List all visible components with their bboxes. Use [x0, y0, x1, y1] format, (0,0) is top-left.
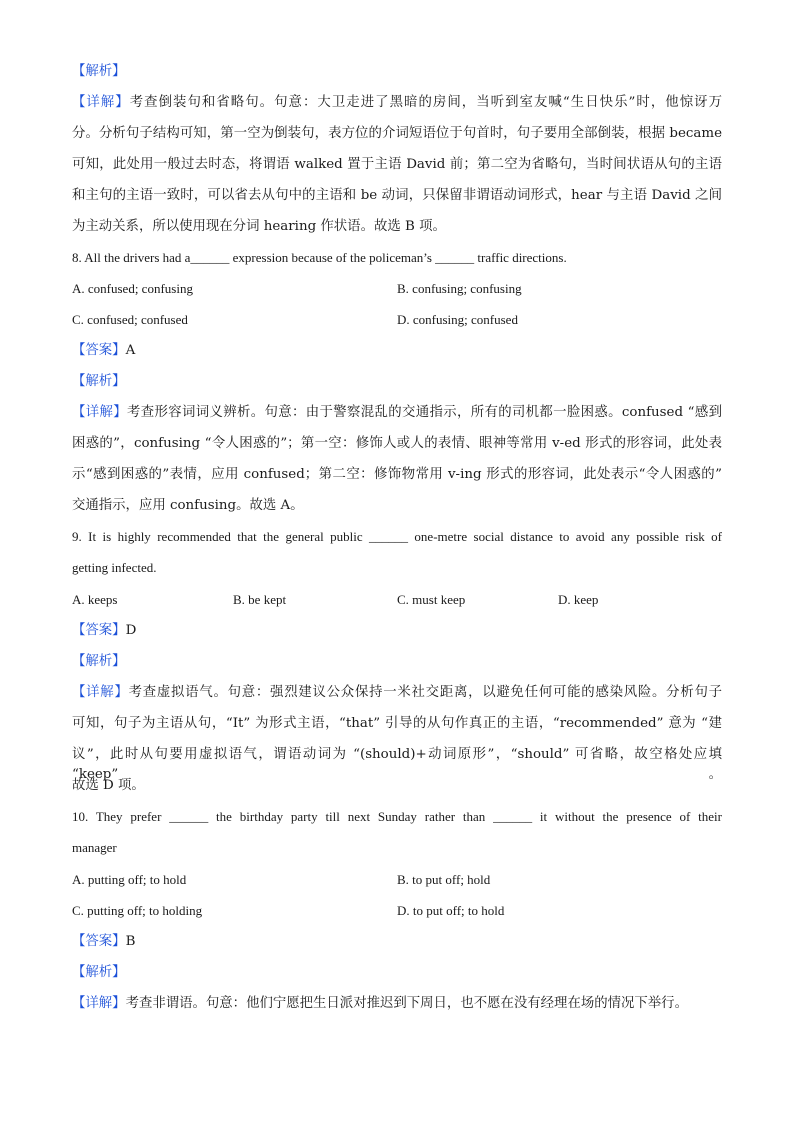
text-line: 可知，此处用一般过去时态，将谓语 walked 置于主语 David 前；第二空为省略句，当时间状语从句的主语	[72, 157, 722, 172]
section-label: 【解析】	[72, 64, 126, 79]
bracket-label: 【详解】	[72, 685, 129, 700]
q8-option-d: D. confusing; confused	[397, 312, 518, 327]
text-line: 议”，此时从句要用虚拟语气，谓语动词为 “(should)+动词原形”，“should” 可省略，故空格处应填 “keep”。	[72, 747, 722, 782]
bracket-label: 【答案】	[72, 343, 126, 358]
section-label: 【解析】	[72, 374, 126, 389]
bracket-label: 【答案】	[72, 623, 126, 638]
q8-option-c: C. confused; confused	[72, 312, 188, 327]
bracket-label: 【详解】	[72, 405, 127, 420]
q10-option-b: B. to put off; hold	[397, 872, 491, 887]
q9-option-c: C. must keep	[397, 592, 466, 607]
text-line: 10. They prefer ______ the birthday party till next Sunday rather than ______ it without the presence of their	[72, 809, 722, 824]
text-line: 【答案】D	[72, 623, 137, 638]
text-line: manager	[72, 840, 117, 855]
q10-option-c: C. putting off; to holding	[72, 903, 203, 918]
q8-option-b: B. confusing; confusing	[397, 281, 522, 296]
bracket-label: 【详解】	[72, 95, 130, 110]
text-line: getting infected.	[72, 560, 157, 575]
text-line: 【详解】考查倒装句和省略句。句意：大卫走进了黑暗的房间，当听到室友喊“生日快乐”时，他惊讶万	[72, 95, 722, 110]
q8-option-a: A. confused; confusing	[72, 281, 193, 296]
text-line: 【答案】A	[72, 343, 136, 358]
q9-option-d: D. keep	[558, 592, 599, 607]
text-line: 和主句的主语一致时，可以省去从句中的主语和 be 动词，只保留非谓语动词形式，hear 与主语 David 之间	[72, 188, 722, 203]
bracket-label: 【答案】	[72, 934, 126, 949]
text-line: 困惑的”，confusing “令人困惑的”；第一空：修饰人或人的表情、眼神等常用 v-ed 形式的形容词，此处表	[72, 436, 722, 451]
text-line: 示“感到困惑的”表情，应用 confused；第二空：修饰物常用 v-ing 形式的形容词，此处表示“令人困惑的”	[72, 467, 722, 482]
section-label: 【解析】	[72, 965, 126, 980]
text-line: 为主动关系，所以使用现在分词 hearing 作状语。故选 B 项。	[72, 219, 446, 234]
text-line: 分。分析句子结构可知，第一空为倒装句，表方位的介词短语位于句首时，句子要用全部倒装，根据 became	[72, 126, 722, 141]
q9-option-a: A. keeps	[72, 592, 118, 607]
text-line: 9. It is highly recommended that the general public ______ one-metre social distance to avoid any possible risk of	[72, 529, 722, 544]
text-line: 【答案】B	[72, 934, 136, 949]
text-line: 【详解】考查非谓语。句意：他们宁愿把生日派对推迟到下周日，也不愿在没有经理在场的情况下举行。	[72, 996, 688, 1011]
text-line: 交通指示，应用 confusing。故选 A。	[72, 498, 304, 513]
text-line: 可知，句子为主语从句，“It” 为形式主语，“that” 引导的从句作真正的主语，“recommended” 意为 “建	[72, 716, 722, 731]
text-line: 8. All the drivers had a______ expression because of the policeman’s ______ traffic directions.	[72, 250, 567, 265]
q10-option-d: D. to put off; to hold	[397, 903, 505, 918]
q9-option-b: B. be kept	[233, 592, 287, 607]
section-label: 【解析】	[72, 654, 126, 669]
text-line: 故选 D 项。	[72, 778, 145, 793]
bracket-label: 【详解】	[72, 996, 126, 1011]
text-line: 【详解】考查形容词词义辨析。句意：由于警察混乱的交通指示，所有的司机都一脸困惑。confused “感到	[72, 405, 723, 420]
q10-option-a: A. putting off; to hold	[72, 872, 187, 887]
text-line: 【详解】考查虚拟语气。句意：强烈建议公众保持一米社交距离，以避免任何可能的感染风险。分析句子	[72, 685, 723, 700]
